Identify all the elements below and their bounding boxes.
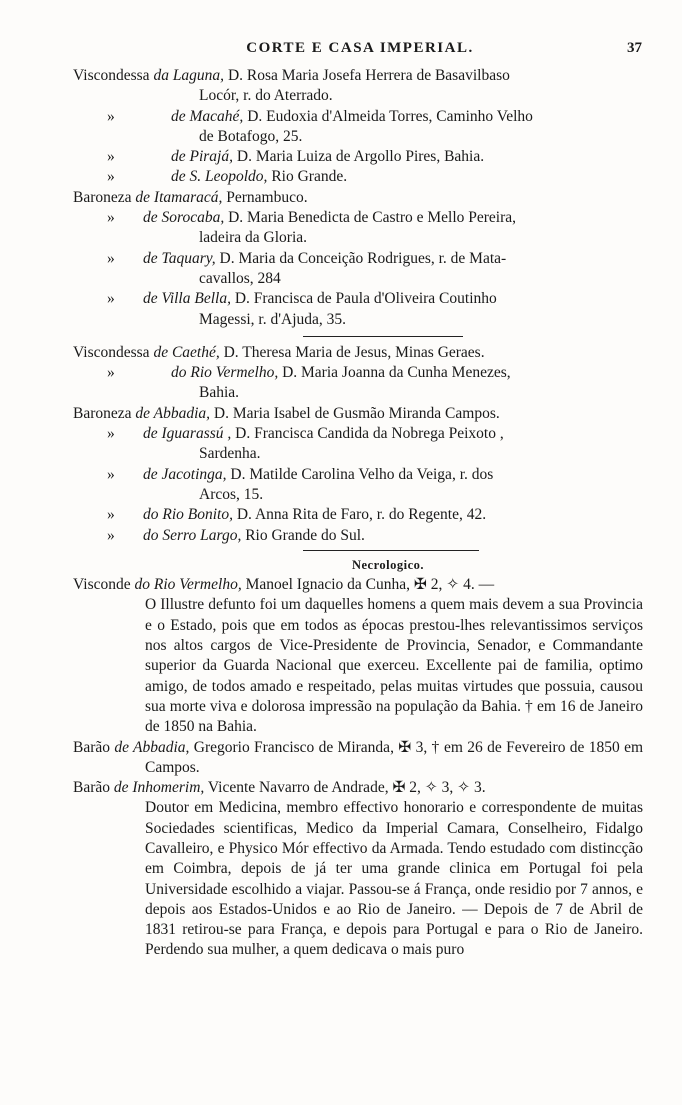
title-holder: Manoel Ignacio da Cunha, ✠ 2, ✧ 4. — (241, 576, 495, 594)
entry-line (73, 66, 643, 86)
entry-row (73, 147, 643, 167)
title-rank: » (107, 107, 115, 125)
title-holder: D. Francisca Candida da Nobrega Peixoto , (231, 425, 504, 443)
entry-continuation: Magessi, r. d'Ajuda, 35. (199, 310, 347, 328)
title-rank: Viscondessa (73, 343, 154, 361)
title-holder: D. Maria Luiza de Argollo Pires, Bahia. (233, 148, 485, 166)
entry-row (73, 107, 643, 148)
obituary-entry (73, 778, 643, 961)
title-place: de Itamaracá, (135, 188, 223, 206)
title-holder: D. Maria Benedicta de Castro e Mello Pereira, (224, 209, 517, 227)
title-holder: D. Maria Joanna da Cunha Menezes, (278, 364, 511, 382)
title-rank: Visconde (73, 576, 135, 594)
entry-line (73, 363, 643, 383)
entry-line (73, 107, 643, 127)
page-number: 37 (627, 40, 642, 56)
title-rank: Baroneza (73, 188, 136, 206)
entry-row (73, 167, 643, 187)
necrologio-heading: Necrologico. (351, 557, 425, 572)
title-holder: Vicente Navarro de Andrade, ✠ 2, ✧ 3, ✧ 3. (204, 779, 486, 797)
entry-row (73, 66, 643, 107)
title-rank: Baroneza (73, 404, 136, 422)
entry-continuation: cavallos, 284 (199, 269, 281, 287)
title-place: de Villa Bella, (143, 290, 231, 308)
entry-line (73, 404, 643, 424)
title-rank: » (107, 506, 115, 524)
title-holder: D. Maria Isabel de Gusmão Miranda Campos. (210, 404, 500, 422)
title-place: de Abbadia, (114, 738, 190, 756)
title-rank: » (107, 290, 115, 308)
entry-line (73, 526, 643, 546)
title-place: de Abbadia, (135, 404, 211, 422)
entry-continuation: de Botafogo, 25. (199, 127, 303, 145)
entry-row (73, 249, 643, 290)
entry-row (73, 526, 643, 546)
entry-row (73, 465, 643, 506)
entry-continuation: Arcos, 15. (199, 485, 264, 503)
title-place: do Serro Largo, (143, 526, 242, 544)
title-place: de Iguarassú , (143, 425, 232, 443)
entry-row (73, 424, 643, 465)
entry-line (73, 208, 643, 228)
title-holder: D. Theresa Maria de Jesus, Minas Geraes. (219, 343, 485, 361)
title-holder: D. Eudoxia d'Almeida Torres, Caminho Velho (243, 107, 533, 125)
title-place: de Sorocaba, (143, 209, 225, 227)
title-holder: Gregorio Francisco de Miranda, ✠ 3, † em 26 de Fevereiro de 1850 em Campos. (145, 738, 644, 776)
obituary-text: Doutor em Medicina, membro effectivo honorario e correspondente de muitas Sociedades scientificas, Medico da Imperial Camara, Conselheiro, Fidalgo Cavalleiro, e Physico Mór effectivo da Armada. Tendo estudado com distincção em Coimbra, depois de já ter uma grande clinica em Portugal foi pela Universidade escolhido a viajar. Passou-se á França, onde residio por 7 annos, e depois aos Estados-Unidos e ao Rio de Janeiro. — Depois de 7 de Abril de 1831 retirou-se para França, e depois para Portugal e para o Rio de Janeiro. Perdendo sua mulher, a quem dedicava o mais puro (145, 799, 643, 959)
title-place: de Jacotinga, (143, 465, 227, 483)
obituary-entry (73, 738, 643, 779)
entry-line (73, 505, 643, 525)
title-rank: » (107, 148, 115, 166)
page-body (73, 66, 643, 961)
title-rank: Viscondessa (73, 67, 154, 84)
title-place: de Caethé, (153, 343, 220, 361)
entry-line (73, 188, 643, 208)
entry-row (73, 505, 643, 525)
entry-line (73, 424, 643, 444)
entry-continuation: ladeira da Gloria. (199, 229, 308, 247)
title-rank: » (107, 465, 115, 483)
entry-continuation: Bahia. (199, 384, 240, 402)
entry-row (73, 289, 643, 330)
running-title: CORTE E CASA IMPERIAL. (246, 40, 474, 56)
title-place: de S. Leopoldo, (171, 168, 268, 186)
entry-row (73, 363, 643, 404)
title-place: de Inhomerim, (113, 779, 205, 797)
title-holder: D. Francisca de Paula d'Oliveira Coutinho (230, 290, 497, 308)
title-rank: Barão (73, 779, 114, 797)
nobility-list-2 (73, 343, 643, 546)
title-holder: Pernambuco. (222, 188, 308, 206)
obituary-entry (73, 575, 643, 737)
entry-row (73, 343, 643, 363)
entry-continuation: Locór, r. do Aterrado. (199, 87, 333, 105)
title-place: do Rio Bonito, (143, 506, 233, 524)
entry-line (73, 289, 643, 309)
title-place: de Taquary, (143, 249, 216, 267)
title-rank: » (107, 209, 115, 227)
title-rank: » (107, 526, 115, 544)
title-holder: Rio Grande do Sul. (241, 526, 365, 544)
page-header (70, 40, 650, 64)
title-place: de Macahé, (171, 107, 244, 125)
title-rank: Barão (73, 738, 115, 756)
title-rank: » (107, 249, 115, 267)
title-rank: » (107, 425, 115, 443)
section-divider (303, 336, 463, 337)
entry-line (73, 465, 643, 485)
entry-line (73, 249, 643, 269)
nobility-list-1 (73, 66, 643, 330)
title-place: de Pirajá, (171, 148, 233, 166)
entry-row (73, 188, 643, 208)
title-rank: » (107, 168, 115, 186)
title-holder: D. Anna Rita de Faro, r. do Regente, 42. (232, 506, 487, 524)
title-place: do Rio Vermelho, (134, 576, 242, 594)
entry-line (73, 147, 643, 167)
entry-row (73, 404, 643, 424)
title-holder: D. Rosa Maria Josefa Herrera de Basavilbaso (224, 67, 510, 84)
title-rank: » (107, 364, 115, 382)
title-place: da Laguna, (153, 67, 225, 84)
section-divider (303, 550, 479, 551)
obituary-headline (73, 575, 643, 595)
title-holder: Rio Grande. (267, 168, 348, 186)
obituary-text: O Illustre defunto foi um daquelles homens a quem mais devem a sua Provincia e o Estado, pois que em todos as épocas prestou-lhes relevantissimos serviços nos altos cargos de Vice-Presidente de Provincia, Senador, e Commandante superior da Guarda Nacional que exerceu. Excellente pai de familia, optimo amigo, de todos amado e respeitado, pelas muitas virtudes que possuia, causou sua morte viva e dolorosa impressão na população da Bahia. † em 16 de Janeiro de 1850 na Bahia. (145, 596, 643, 736)
title-holder: D. Maria da Conceição Rodrigues, r. de Mata- (215, 249, 507, 267)
title-place: do Rio Vermelho, (171, 364, 279, 382)
entry-continuation: Sardenha. (199, 445, 261, 463)
obituary-headline (73, 778, 643, 798)
title-holder: D. Matilde Carolina Velho da Veiga, r. dos (226, 465, 494, 483)
entry-line (73, 167, 643, 187)
entry-line (73, 343, 643, 363)
entry-row (73, 208, 643, 249)
